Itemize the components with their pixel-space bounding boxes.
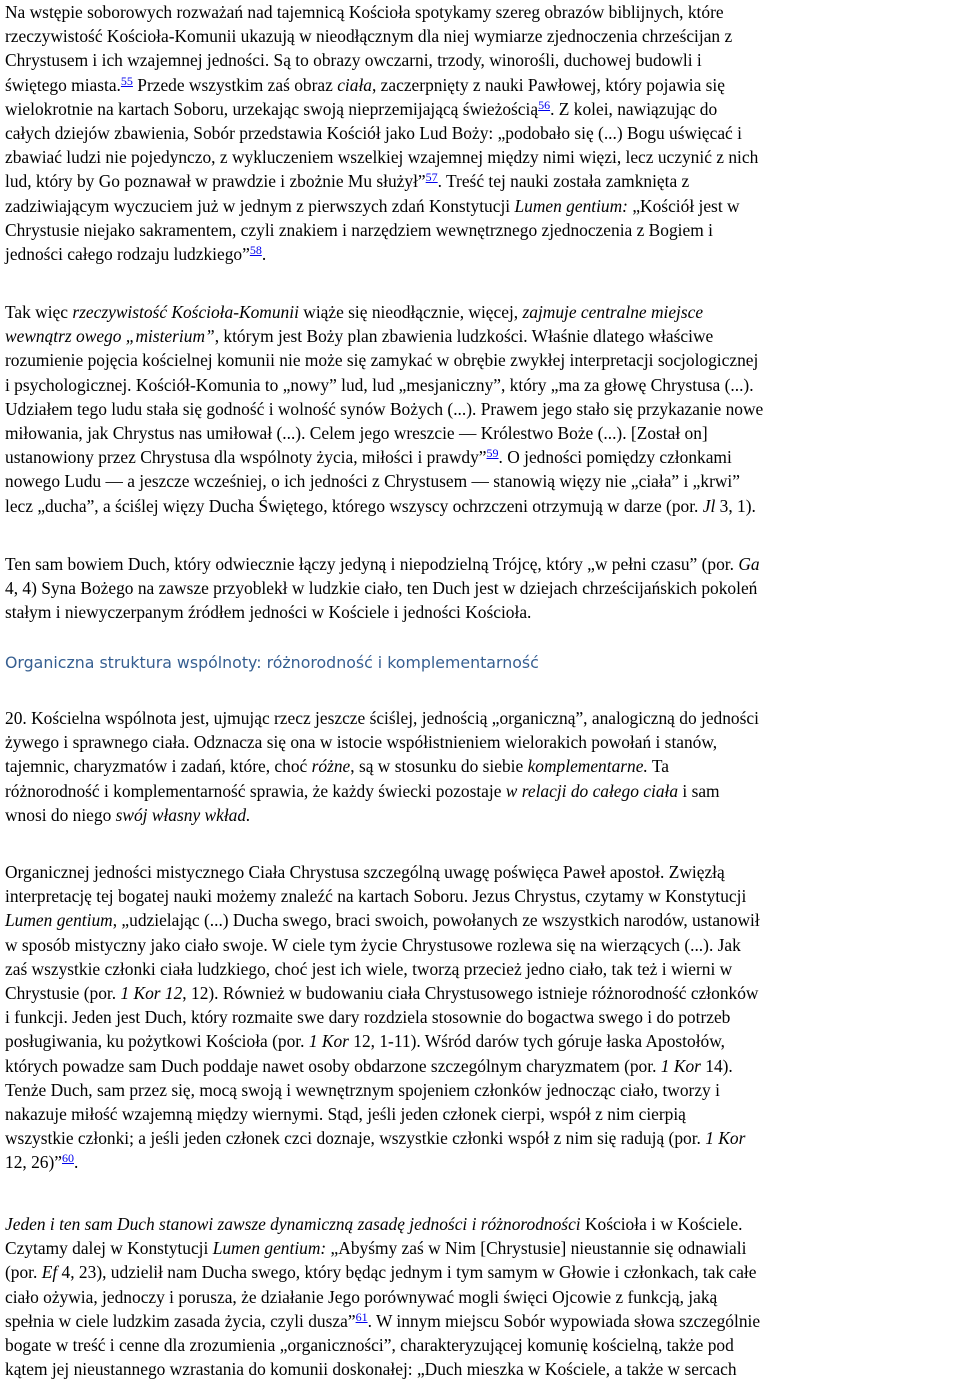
text-run: , są w stosunku do siebie	[350, 756, 528, 777]
text-line	[5, 242, 960, 266]
text-run: świętego miasta.	[5, 74, 121, 95]
text-line	[5, 908, 960, 932]
text-line: i funkcji. Jeden jest Duch, który rozmaite swe dary rozdziela stosownie do bogactwa swego i do potrzeb	[5, 1007, 731, 1028]
text-line	[5, 981, 960, 1005]
text-line: ciało ożywia, jednoczy i porusza, że działanie Jego porównywać mogli święci Ojcowie z funkcją, jaką	[5, 1286, 718, 1307]
text-line: w sposób mistyczny jako ciało swoje. W ciele tym życie Chrystusowe rozlewa się na wierzących (...). Jak	[5, 934, 741, 955]
text-line	[5, 194, 960, 218]
text-line: nakazuje miłość wzajemną między wiernymi. Stąd, jeśli jeden członek cierpi, współ z nim cierpią	[5, 1104, 686, 1125]
text-run: jedności całego rodzaju ludzkiego”	[5, 244, 250, 265]
text-run: wiąże się nieodłącznie, więcej,	[298, 302, 523, 322]
text-run: .	[261, 244, 267, 265]
text-line: 20. Kościelna wspólnota jest, ujmując rzecz jeszcze ściślej, jednością „organiczną”, analogiczną do jedności	[5, 708, 759, 728]
emphasis: komplementarne.	[527, 756, 648, 777]
text-line	[5, 445, 960, 469]
text-line: zaś wszystkie członki ciała ludzkiego, choć jest ich wiele, tworzą przecież jedno ciało, tak też i wierni w	[5, 958, 733, 979]
emphasis: różne	[311, 756, 351, 777]
text-line	[5, 1236, 960, 1260]
text-line	[5, 300, 960, 324]
text-run: różnorodność i komplementarność sprawia, że każdy świecki pozostaje	[5, 780, 506, 801]
text-run: Tak więc	[5, 302, 73, 322]
text-run: i sam	[678, 780, 720, 801]
emphasis: 1 Kor	[308, 1031, 349, 1052]
text-line: całych dziejów zbawienia, Sobór przedstawia Kościół jako Lud Boży: „podobało się (...) Bogu uświęcać i	[5, 123, 742, 144]
text-run: Kościoła i w Kościele.	[580, 1214, 743, 1234]
text-line	[5, 1260, 960, 1284]
paragraph-5	[5, 860, 960, 1175]
text-line: 4, 4) Syna Bożego na zawsze przyoblekł w ludzkie ciało, ten Duch jest w dziejach chrześcijańskich pokoleń	[5, 578, 758, 599]
text-line	[5, 97, 960, 121]
text-run: wszystkie członki; a jeśli jeden członek czci doznaje, wszystkie członki współ z nim się radują (por.	[5, 1128, 706, 1149]
text-run: , „udzielając (...) Ducha swego, braci swoich, powołanych ze wszystkich narodów, ustanowił	[112, 910, 760, 931]
text-line	[5, 73, 960, 97]
text-line	[5, 1126, 960, 1150]
text-line: rozumienie pojęcia kościelnej komunii nie może się zamykać w obrębie zwykłej interpretacji socjologicznej	[5, 350, 759, 371]
emphasis: Lumen gentium:	[212, 1238, 327, 1259]
text-line	[5, 779, 960, 803]
text-run: „Abyśmy zaś w Nim [Chrystusie] nieustannie się odnawiali	[326, 1238, 747, 1259]
text-run: „Kościół jest w	[627, 195, 740, 216]
text-line: i psychologicznej. Kościół-Komunia to „nowy” lud, lud „mesjaniczny”, który „ma za głowę Chrystusa (...).	[5, 374, 754, 395]
emphasis: ciała	[337, 74, 372, 95]
text-run: , którym jest Boży plan zbawienia ludzkości. Właśnie dlatego właściwe	[214, 326, 714, 347]
text-run: 12, 1-11). Wśród darów tych góruje łaska Apostołów,	[348, 1031, 726, 1052]
emphasis: Ef	[41, 1262, 58, 1283]
text-line: stałym i niewyczerpanym źródłem jedności w Kościele i jedności Kościoła.	[5, 602, 532, 623]
text-line	[5, 1054, 960, 1078]
emphasis: w relacji do całego ciała	[505, 780, 679, 801]
text-line	[5, 169, 960, 193]
emphasis: Lumen gentium	[5, 910, 113, 931]
emphasis: 1 Kor	[660, 1055, 701, 1076]
section-heading: Organiczna struktura wspólnoty: różnorodność i komplementarność	[5, 653, 539, 672]
text-run: 3, 1).	[715, 495, 756, 516]
text-run: tajemnic, charyzmatów i zadań, które, choć	[5, 756, 312, 777]
text-line: Udziałem tego ludu stała się godność i wolność synów Bożych (...). Prawem jego stało się przykazanie nowe	[5, 398, 764, 419]
text-run: . Z kolei, nawiązując do	[550, 98, 718, 119]
footnote-link-59[interactable]: 59	[486, 446, 499, 461]
text-run: . W innym miejscu Sobór wypowiada słowa szczególnie	[367, 1310, 761, 1331]
text-line: Tenże Duch, sam przez się, mocą swoją i wewnętrznym spojeniem członków jednocząc ciało, tworzy i	[5, 1079, 720, 1100]
emphasis: 1 Kor 12	[120, 983, 183, 1004]
text-run: . Treść tej nauki została zamknięta z	[437, 171, 690, 192]
text-run: spełnia w ciele ludzkim zasada życia, czyli dusza”	[5, 1310, 356, 1331]
text-run: Chrystusie (por.	[5, 983, 121, 1004]
footnote-link-61[interactable]: 61	[355, 1309, 368, 1324]
text-run: lud, który by Go poznawał w prawdzie i zbożnie Mu służył”	[5, 171, 426, 192]
emphasis: swój własny wkład.	[115, 804, 251, 825]
text-line	[5, 1029, 960, 1053]
footnote-link-55[interactable]: 55	[120, 73, 133, 88]
text-run: . O jedności pomiędzy członkami	[498, 447, 732, 468]
text-run: Przede wszystkim zaś obraz	[132, 74, 338, 95]
text-run: posługiwania, ku pożytkowi Kościoła (por.	[5, 1031, 309, 1052]
text-run: , zaczerpnięty z nauki Pawłowej, który pojawia się	[371, 74, 725, 95]
text-line	[5, 1309, 960, 1333]
text-line: bogate w treść i cenne dla zrozumienia „organiczności”, charakteryzującej komunię kościelną, także pod	[5, 1335, 734, 1356]
text-run: wielokrotnie na kartach Soboru, urzekając swoją nieprzemijającą świeżością	[5, 98, 539, 119]
text-run: lecz „ducha”, a ściślej więzy Ducha Świętego, którego wszyscy ochrzczeni otrzymują w darze (por.	[5, 495, 703, 516]
text-line: nowego Ludu — a jeszcze wcześniej, o ich jedności z Chrystusem — stanowią więzy nie „ciała” i „krwi”	[5, 471, 740, 492]
text-line	[5, 754, 960, 778]
text-line	[5, 1150, 960, 1174]
footnote-link-57[interactable]: 57	[425, 170, 438, 185]
footnote-link-58[interactable]: 58	[249, 243, 262, 258]
text-run: , 12). Również w budowaniu ciała Chrystusowego istnieje różnorodność członków	[182, 983, 759, 1004]
text-run: (por.	[5, 1262, 42, 1283]
text-line: rzeczywistość Kościoła-Komunii ukazują w nieodłącznym dla niej wymiarze zjednoczenia chrześcijan z	[5, 26, 733, 47]
text-run: wnosi do niego	[5, 804, 116, 825]
text-run: Czytamy dalej w Konstytucji	[5, 1238, 213, 1259]
text-line: Organicznej jedności mistycznego Ciała Chrystusa szczególną uwagę poświęca Paweł apostoł. Zwięzłą	[5, 862, 725, 882]
text-line: Chrystusem i ich wzajemnej jedności. Są to obrazy owczarni, trzody, winorośli, duchowej budowli i	[5, 50, 702, 71]
text-line: Na wstępie soborowych rozważań nad tajemnicą Kościoła spotykamy szereg obrazów biblijnych, które	[5, 2, 724, 22]
footnote-link-60[interactable]: 60	[62, 1151, 74, 1166]
text-line: interpretację tej bogatej nauki możemy znaleźć na kartach Soboru. Jezus Chrystus, czytamy w Konstytucji	[5, 886, 747, 907]
text-line: miłowania, jak Chrystus nas umiłował (...). Celem jego wreszcie — Królestwo Boże (...). [Został on]	[5, 423, 708, 444]
text-line: Chrystusie niejako sakramentem, czyli znakiem i narzędziem wewnętrznego zjednoczenia z Bogiem i	[5, 219, 713, 240]
paragraph-6	[5, 1212, 960, 1381]
paragraph-4	[5, 706, 960, 827]
text-line: zbawiać ludzi nie pojedynczo, z wykluczeniem wszelkiej wzajemnej między nimi więzi, lecz uczynić z nich	[5, 147, 759, 168]
text-run: ustanowiony przez Chrystusa dla wspólnoty życia, miłości i prawdy”	[5, 447, 487, 468]
emphasis: Lumen gentium:	[514, 195, 628, 216]
text-line	[5, 1212, 960, 1236]
text-run: których powadze sam Duch poddaje nawet osoby obdarzone szczególnym charyzmatem (por.	[5, 1055, 661, 1076]
paragraph-3	[5, 552, 960, 625]
paragraph-2	[5, 300, 960, 518]
text-run: 12, 26)”	[5, 1152, 62, 1173]
text-run: Ta	[647, 756, 669, 777]
paragraph-1	[5, 0, 960, 266]
emphasis: Jeden i ten sam Duch stanowi zawsze dynamiczną zasadę jedności i różnorodności	[5, 1214, 581, 1234]
text-line	[5, 324, 960, 348]
emphasis: rzeczywistość Kościoła-Komunii	[72, 302, 299, 322]
emphasis: zajmuje centralne miejsce	[522, 302, 704, 322]
text-line: kątem jej nieustannego wzrastania do komunii doskonałej: „Duch mieszka w Kościele, a także w sercach	[5, 1359, 737, 1380]
emphasis: Ga	[738, 554, 760, 574]
text-line	[5, 494, 960, 518]
footnote-link-56[interactable]: 56	[538, 97, 551, 112]
text-run: zadziwiającym wyczuciem już w jednym z pierwszych zdań Konstytucji	[5, 195, 515, 216]
text-run: Ten sam bowiem Duch, który odwiecznie łączy jedyną i niepodzielną Trójcę, który „w pełni czasu” (por.	[5, 554, 739, 574]
text-run: .	[74, 1152, 79, 1173]
text-run: 4, 23), udzielił nam Ducha swego, który będąc jednym i tym samym w Głowie i członkach, tak całe	[57, 1262, 757, 1283]
emphasis: Jl	[702, 495, 716, 516]
text-line	[5, 552, 960, 576]
emphasis: wewnątrz owego „misterium”	[5, 326, 215, 347]
text-line: żywego i sprawnego ciała. Odznacza się ona w istocie współistnieniem wielorakich powołań i stanów,	[5, 732, 718, 753]
emphasis: 1 Kor	[705, 1128, 746, 1149]
text-line	[5, 803, 960, 827]
text-run: 14).	[700, 1055, 733, 1076]
